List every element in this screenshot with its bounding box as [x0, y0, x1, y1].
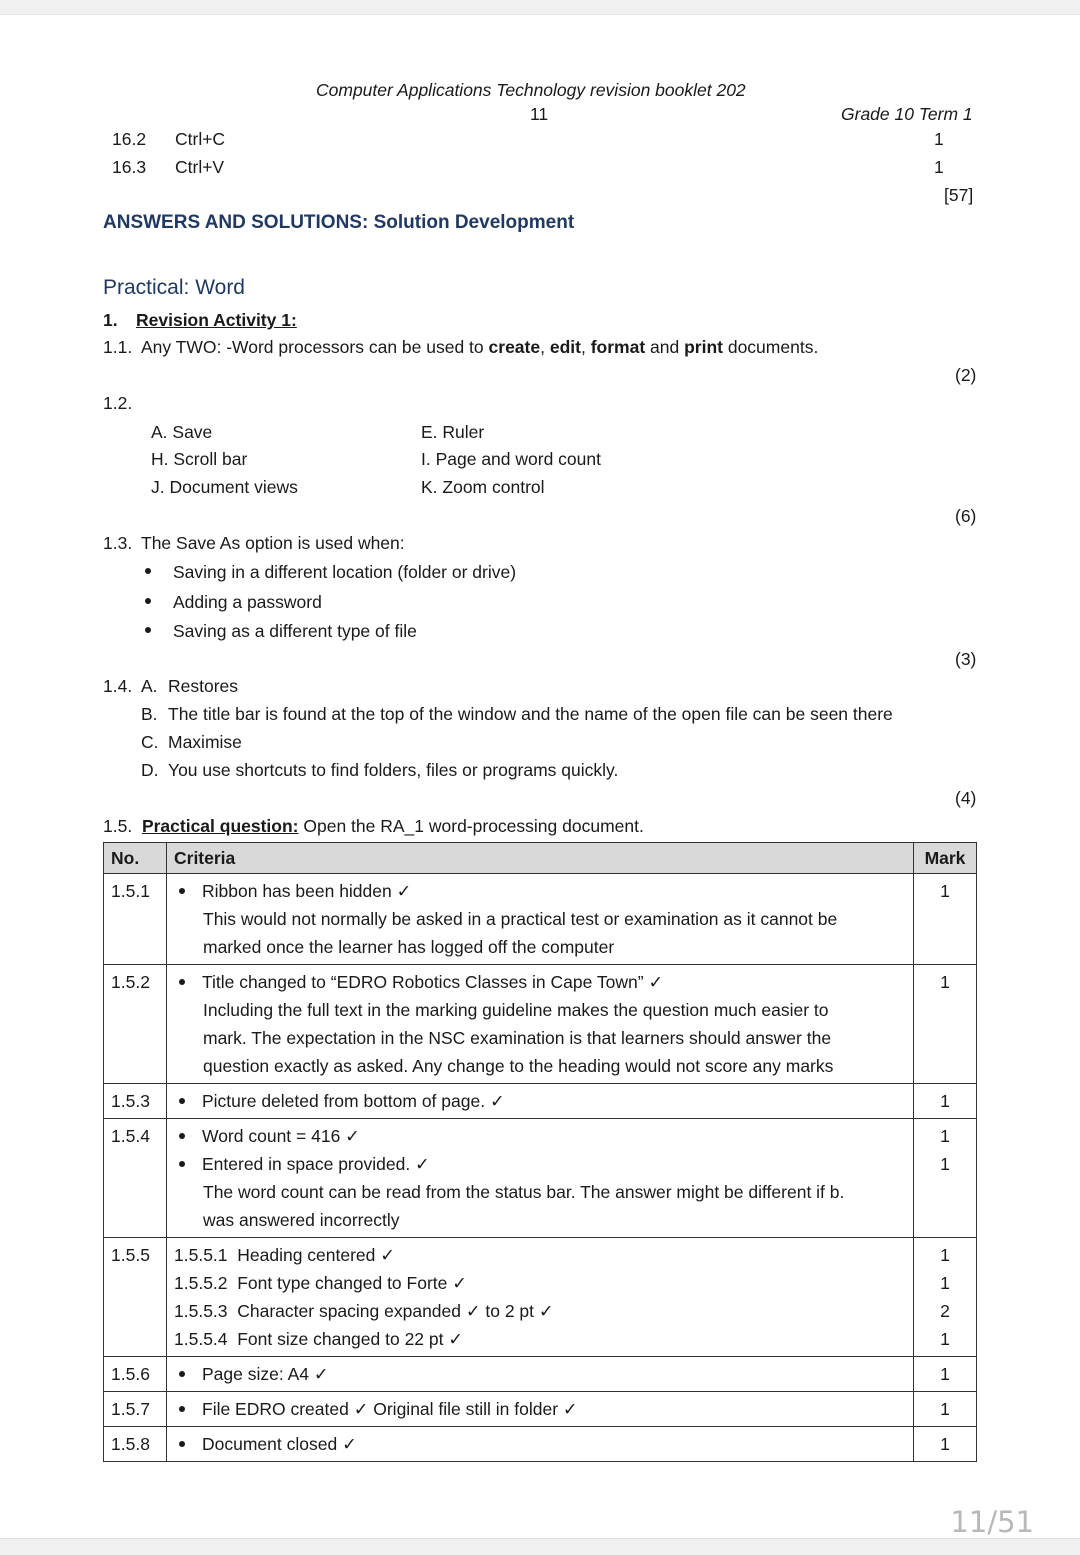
row-criteria: [167, 1238, 914, 1357]
activity-title: Revision Activity 1:: [136, 310, 297, 330]
q1-5-question: [103, 815, 644, 837]
answer-number: 16.2: [112, 129, 147, 149]
table-row: [104, 1119, 977, 1238]
row-number: 1.5.4: [104, 1119, 167, 1238]
criterion-text: Word count = 416 ✓: [202, 1126, 360, 1146]
sub-criterion: 1.5.5.1 Heading centered ✓: [174, 1245, 395, 1265]
row-number: 1.5.7: [104, 1392, 167, 1427]
q1-4-text: You use shortcuts to find folders, files or programs quickly.: [168, 760, 619, 780]
criterion-bullet: [174, 877, 906, 905]
criterion-bullet: [174, 968, 906, 996]
q1-4-letter: D.: [141, 760, 159, 780]
q1-3-mark: (3): [955, 649, 977, 669]
row-criteria: [167, 1357, 914, 1392]
criterion-text: Picture deleted from bottom of page. ✓: [202, 1091, 505, 1111]
q1-1-answer: [103, 336, 818, 358]
q1-2-item: I. Page and word count: [421, 449, 601, 469]
criterion-bullet: [174, 1360, 906, 1388]
mark-value: 1: [940, 1154, 950, 1174]
criterion-bullet: [174, 1395, 906, 1423]
criterion-note: The word count can be read from the status bar. The answer might be different if b.: [203, 1182, 845, 1202]
section-total: [57]: [944, 185, 974, 205]
bullet-icon: [179, 1371, 185, 1377]
keyword-print: print: [684, 337, 723, 357]
row-mark: [914, 1238, 977, 1357]
q1-1-suffix: documents.: [722, 337, 819, 357]
criterion-bullet: [174, 1150, 906, 1178]
mark-value: 1: [940, 1245, 950, 1265]
row-criteria: [167, 1427, 914, 1462]
answer-mark: 1: [934, 129, 944, 149]
criterion-text: Title changed to “EDRO Robotics Classes in Cape Town” ✓: [202, 972, 664, 992]
sub-criterion: 1.5.5.4 Font size changed to 22 pt ✓: [174, 1329, 464, 1349]
separator: ,: [540, 337, 550, 357]
row-criteria: [167, 874, 914, 965]
q1-5-text: Open the RA_1 word-processing document.: [298, 816, 644, 836]
q1-4-letter: A.: [141, 676, 158, 696]
mark-value: 1: [940, 1329, 950, 1349]
row-mark: 1: [914, 1357, 977, 1392]
row-number: 1.5.2: [104, 965, 167, 1084]
bullet-text: Saving as a different type of file: [173, 621, 417, 641]
header-page-number: 11: [530, 104, 549, 124]
table-row: [104, 965, 977, 1084]
subsection-heading: Practical: Word: [103, 276, 245, 299]
criterion-note: question exactly as asked. Any change to the heading would not score any marks: [203, 1056, 834, 1076]
separator: and: [645, 337, 685, 357]
row-number: 1.5.5: [104, 1238, 167, 1357]
bullet-icon: [179, 1098, 185, 1104]
criterion-bullet: [174, 1122, 906, 1150]
table-row: [104, 1238, 977, 1357]
marking-criteria-table: [103, 842, 977, 1462]
q1-1-label: 1.1.: [103, 337, 133, 357]
q1-2-label: 1.2.: [103, 393, 133, 413]
criterion-note: Including the full text in the marking guideline makes the question much easier to: [203, 1000, 829, 1020]
mark-value: 2: [940, 1301, 950, 1321]
row-criteria: [167, 1119, 914, 1238]
row-number: 1.5.1: [104, 874, 167, 965]
q1-4-text: The title bar is found at the top of the window and the name of the open file can be seen there: [168, 704, 893, 724]
bullet-icon: [179, 1161, 185, 1167]
row-number: 1.5.3: [104, 1084, 167, 1119]
bullet-icon: [179, 888, 185, 894]
section-heading: ANSWERS AND SOLUTIONS: Solution Development: [103, 212, 575, 233]
table-row: [104, 1427, 977, 1462]
answer-number: 16.3: [112, 157, 147, 177]
keyword-format: format: [590, 337, 646, 357]
q1-4-label: 1.4.: [103, 676, 133, 696]
table-row: [104, 1084, 977, 1119]
row-mark: 1: [914, 965, 977, 1084]
criterion-text: File EDRO created ✓ Original file still in folder ✓: [202, 1399, 578, 1419]
row-mark: [914, 1119, 977, 1238]
q1-1-text: Any TWO: -Word processors can be used to: [140, 337, 489, 357]
row-mark: 1: [914, 1084, 977, 1119]
criterion-bullet: [174, 1087, 906, 1115]
q1-2-mark: (6): [955, 506, 977, 526]
viewer-top-bar: [0, 0, 1080, 15]
q1-4-mark: (4): [955, 788, 977, 808]
criterion-note: was answered incorrectly: [203, 1210, 400, 1230]
mark-value: 1: [940, 1126, 950, 1146]
q1-4-text: Maximise: [168, 732, 242, 752]
keyword-create: create: [488, 337, 541, 357]
bullet-icon: [145, 598, 151, 604]
bullet-icon: [179, 979, 185, 985]
q1-3-bullet: [145, 620, 417, 642]
q1-3-bullet: [145, 561, 516, 583]
criterion-text: Document closed ✓: [202, 1434, 357, 1454]
criterion-bullet: [174, 1430, 906, 1458]
row-mark: 1: [914, 874, 977, 965]
page-indicator: 11/51: [950, 1505, 1034, 1539]
criterion-note: mark. The expectation in the NSC examination is that learners should answer the: [203, 1028, 832, 1048]
row-criteria: [167, 965, 914, 1084]
row-number: 1.5.8: [104, 1427, 167, 1462]
sub-criterion: 1.5.5.3 Character spacing expanded ✓ to 2 pt ✓: [174, 1301, 554, 1321]
activity-number: 1.: [103, 310, 118, 330]
answer-text: Ctrl+C: [175, 129, 226, 149]
table-row: [104, 1392, 977, 1427]
q1-2-item: A. Save: [151, 422, 213, 442]
q1-1-mark: (2): [955, 365, 977, 385]
criterion-note: This would not normally be asked in a practical test or examination as it cannot be: [203, 909, 838, 929]
grade-term: Grade 10 Term 1: [841, 104, 973, 124]
sub-criterion: 1.5.5.2 Font type changed to Forte ✓: [174, 1273, 467, 1293]
bullet-icon: [179, 1133, 185, 1139]
criterion-note: marked once the learner has logged off the computer: [203, 937, 615, 957]
row-mark: 1: [914, 1392, 977, 1427]
q1-3-intro: The Save As option is used when:: [141, 533, 405, 553]
row-criteria: [167, 1392, 914, 1427]
row-mark: 1: [914, 1427, 977, 1462]
table-row: [104, 1357, 977, 1392]
viewer-bottom-bar: [0, 1538, 1080, 1555]
q1-3-bullet: [145, 591, 322, 613]
bullet-icon: [145, 627, 151, 633]
q1-4-letter: C.: [141, 732, 159, 752]
separator: ,: [580, 337, 591, 357]
bullet-text: Saving in a different location (folder or drive): [173, 562, 517, 582]
bullet-icon: [179, 1441, 185, 1447]
q1-4-text: Restores: [168, 676, 239, 696]
q1-4-letter: B.: [141, 704, 158, 724]
column-header-mark: Mark: [914, 843, 977, 874]
table-row: [104, 874, 977, 965]
q1-2-item: H. Scroll bar: [151, 449, 248, 469]
answer-text: Ctrl+V: [175, 157, 225, 177]
q1-2-item: E. Ruler: [421, 422, 485, 442]
q1-5-label: 1.5.: [103, 816, 133, 836]
bullet-icon: [179, 1406, 185, 1412]
column-header-criteria: Criteria: [167, 843, 914, 874]
mark-value: 1: [940, 1273, 950, 1293]
criterion-text: Ribbon has been hidden ✓: [202, 881, 412, 901]
bullet-text: Adding a password: [173, 592, 322, 612]
column-header-no: No.: [104, 843, 167, 874]
criterion-text: Entered in space provided. ✓: [202, 1154, 430, 1174]
answer-mark: 1: [934, 157, 944, 177]
practical-question-label: Practical question:: [141, 816, 299, 836]
row-criteria: [167, 1084, 914, 1119]
bullet-icon: [145, 568, 151, 574]
booklet-title: Computer Applications Technology revision booklet 202: [316, 80, 746, 100]
q1-2-item: J. Document views: [151, 477, 298, 497]
criterion-text: Page size: A4 ✓: [202, 1364, 329, 1384]
keyword-edit: edit: [549, 337, 581, 357]
table-header-row: [104, 843, 977, 874]
q1-3-label: 1.3.: [103, 533, 133, 553]
row-number: 1.5.6: [104, 1357, 167, 1392]
q1-2-item: K. Zoom control: [421, 477, 545, 497]
